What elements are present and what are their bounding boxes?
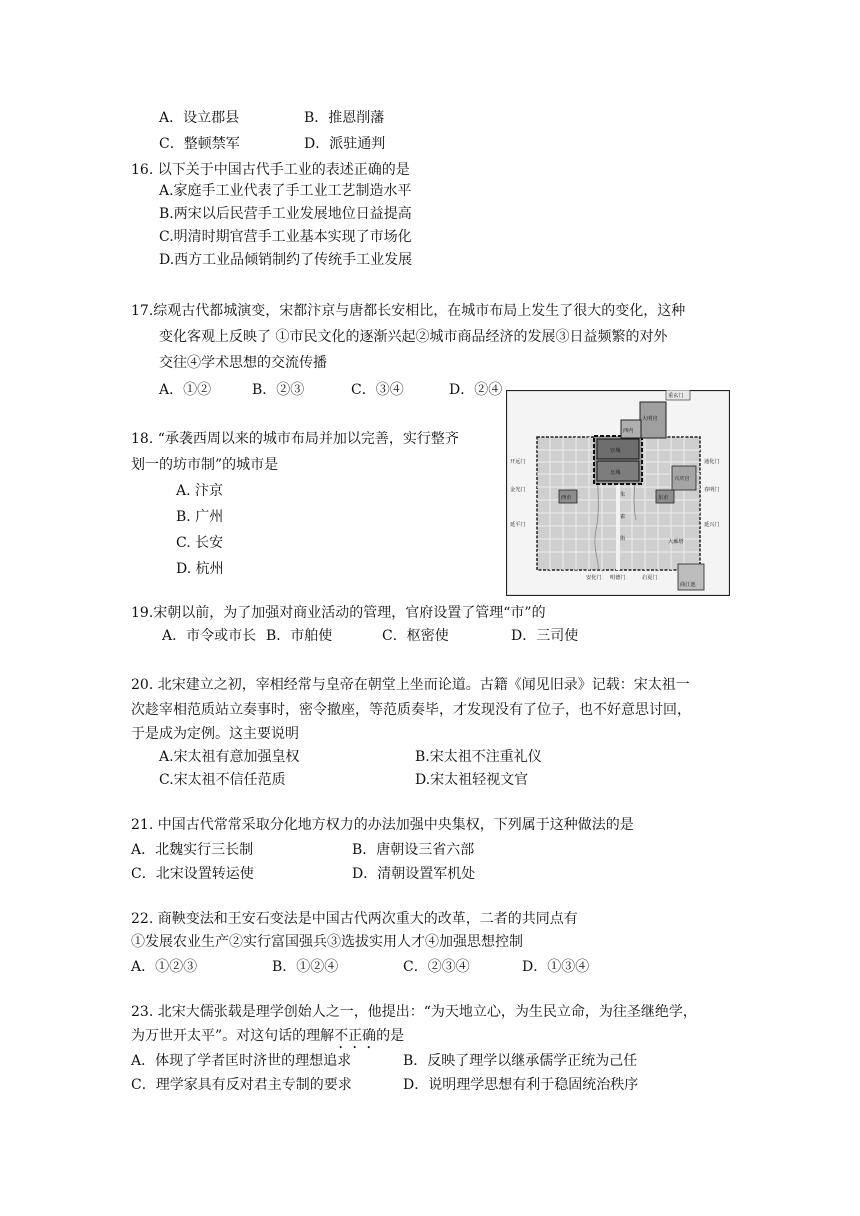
label-kai-yuan: 开远门 bbox=[510, 459, 526, 465]
q16-stem: 16. 以下关于中国古代手工业的表述正确的是 bbox=[131, 162, 410, 178]
label-west-inner: 西内 bbox=[623, 428, 634, 434]
q20-option-d: D.宋太祖轻视文官 bbox=[415, 772, 529, 788]
q18-stem-line-2: 划一的坊市制”的城市是 bbox=[131, 457, 279, 473]
label-chun-ming: 春明门 bbox=[704, 487, 720, 493]
q16-option-c: C.明清时期官营手工业基本实现了市场化 bbox=[159, 229, 412, 245]
label-ming-de: 明德门 bbox=[610, 575, 626, 581]
q23-stem-line-2-part-a: 为万世开太平”。对这句话的理解 bbox=[131, 1028, 335, 1044]
label-qu-jiang: 曲江池 bbox=[680, 582, 696, 588]
q23-option-d: D．说明理学思想有利于稳固统治秩序 bbox=[403, 1077, 639, 1093]
label-tong-hua: 通化门 bbox=[704, 459, 720, 465]
q21-option-d: D．清朝设置军机处 bbox=[352, 866, 476, 882]
q19-stem: 19.宋朝以前，为了加强对商业活动的管理，官府设置了管理“市”的 bbox=[131, 605, 546, 621]
label-zhu: 朱 bbox=[620, 492, 626, 498]
q20-option-a: A.宋太祖有意加强皇权 bbox=[159, 749, 300, 765]
q18-option-c: C. 长安 bbox=[176, 535, 224, 551]
label-an-hua: 安化门 bbox=[586, 575, 602, 581]
label-xing-qing: 兴庆宫 bbox=[674, 476, 690, 482]
q17-option-d: D．②④ bbox=[449, 382, 503, 398]
label-gate-top: 重玄门 bbox=[668, 393, 684, 399]
q22-option-d: D．①③④ bbox=[522, 959, 590, 975]
q22-stem-line-1: 22. 商鞅变法和王安石变法是中国古代两次重大的改革，二者的共同点有 bbox=[131, 911, 578, 927]
q19-option-a: A．市令或市长 bbox=[162, 628, 257, 644]
q21-stem: 21. 中国古代常常采取分化地方权力的办法加强中央集权，下列属于这种做法的是 bbox=[131, 817, 634, 833]
label-da-ming: 大明宫 bbox=[642, 416, 658, 422]
q18-option-b: B. 广州 bbox=[176, 509, 224, 525]
q22-option-c: C．②③④ bbox=[403, 959, 470, 975]
q22-option-b: B．①②④ bbox=[272, 959, 339, 975]
label-jin-guang: 金光门 bbox=[510, 487, 526, 493]
label-jie: 街 bbox=[620, 536, 626, 542]
label-yan-xing: 延兴门 bbox=[704, 522, 720, 528]
q17-stem-line-1: 17.综观古代都城演变，宋都汴京与唐都长安相比，在城市布局上发生了很大的变化，这种 bbox=[131, 303, 686, 319]
label-yan-ping: 延平门 bbox=[510, 522, 526, 528]
q20-stem-line-1: 20. 北宋建立之初，宰相经常与皇帝在朝堂上坐而论道。古籍《闻见旧录》记载：宋太祖一 bbox=[131, 677, 690, 693]
q19-option-d: D．三司使 bbox=[511, 628, 579, 644]
q15-option-a: A．设立郡县 bbox=[159, 110, 240, 126]
label-da-yan: 大雁塔 bbox=[668, 539, 684, 545]
q23-option-c: C．理学家具有反对君主专制的要求 bbox=[131, 1077, 352, 1093]
q20-option-b: B.宋太祖不注重礼仪 bbox=[415, 749, 542, 765]
q16-option-d: D.西方工业品倾销制约了传统手工业发展 bbox=[159, 252, 413, 268]
label-que: 雀 bbox=[620, 514, 626, 520]
label-west-market: 西市 bbox=[561, 495, 572, 501]
q17-option-a: A．①② bbox=[159, 382, 212, 398]
q18-stem-line-1: 18. “承袭西周以来的城市布局并加以完善，实行整齐 bbox=[131, 431, 459, 447]
q23-emphasis-not-correct: 不正确 bbox=[334, 1028, 377, 1044]
q18-option-d: D. 杭州 bbox=[176, 561, 224, 577]
q17-option-b: B．②③ bbox=[252, 382, 305, 398]
label-east-market: 东市 bbox=[658, 495, 669, 501]
q18-option-a: A. 汴京 bbox=[176, 483, 224, 499]
q23-stem-line-2-part-c: 的是 bbox=[376, 1028, 405, 1044]
q17-option-c: C．③④ bbox=[351, 382, 404, 398]
label-imperial-city: 皇城 bbox=[610, 470, 621, 476]
label-palace-city: 宫城 bbox=[610, 448, 621, 454]
q15-option-d: D．派驻通判 bbox=[304, 136, 386, 152]
q22-option-a: A．①②③ bbox=[131, 959, 198, 975]
q22-stem-line-2: ①发展农业生产②实行富国强兵③选拔实用人才④加强思想控制 bbox=[131, 934, 523, 950]
q23-stem-line-1: 23. 北宋大儒张载是理学创始人之一，他提出：“为天地立心，为生民立命，为往圣继绝学， bbox=[131, 1004, 697, 1020]
q15-option-c: C．整顿禁军 bbox=[159, 136, 240, 152]
changan-city-map bbox=[506, 390, 730, 596]
q19-option-b: B．市舶使 bbox=[266, 628, 333, 644]
q21-option-a: A．北魏实行三长制 bbox=[131, 842, 254, 858]
q16-option-b: B.两宋以后民营手工业发展地位日益提高 bbox=[159, 206, 412, 222]
q21-option-b: B．唐朝设三省六部 bbox=[352, 842, 475, 858]
q15-option-b: B．推恩削藩 bbox=[304, 110, 385, 126]
q20-option-c: C.宋太祖不信任范质 bbox=[159, 772, 286, 788]
label-qi-xia: 启夏门 bbox=[642, 575, 658, 581]
q21-option-c: C．北宋设置转运使 bbox=[131, 866, 254, 882]
q19-option-c: C．枢密使 bbox=[382, 628, 449, 644]
q20-stem-line-3: 于是成为定例。这主要说明 bbox=[131, 726, 299, 742]
q20-stem-line-2: 次趁宰相范质站立奏事时，密令撤座，等范质奏毕，才发现没有了位子，也不好意思讨回， bbox=[131, 702, 691, 718]
q23-option-b: B．反映了理学以继承儒学正统为己任 bbox=[403, 1053, 638, 1069]
q17-stem-line-2: 变化客观上反映了 ①市民文化的逐渐兴起②城市商品经济的发展③日益频繁的对外 bbox=[159, 329, 668, 345]
q23-option-a: A．体现了学者匡时济世的理想追求 bbox=[131, 1053, 352, 1069]
q16-option-a: A.家庭手工业代表了手工业工艺制造水平 bbox=[159, 183, 412, 199]
q17-stem-line-3: 交往④学术思想的交流传播 bbox=[159, 355, 327, 371]
q23-stem-line-2 bbox=[131, 1026, 404, 1052]
